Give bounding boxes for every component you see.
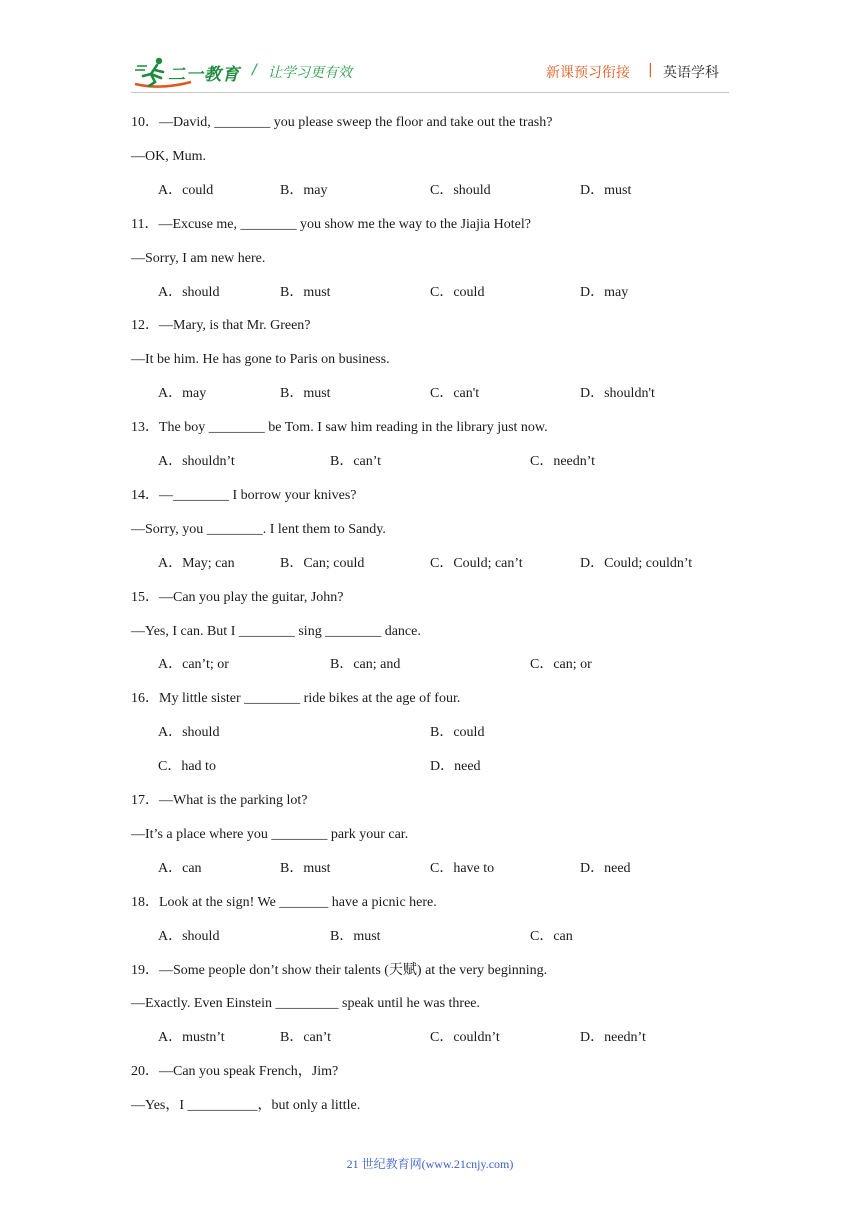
answer-option: C．couldn’t <box>430 1030 500 1046</box>
answer-option: B．must <box>330 928 381 944</box>
question-line: —It’s a place where you ________ park your car. <box>131 826 409 842</box>
subject-label: 英语学科 <box>663 65 719 81</box>
question-line: —OK, Mum. <box>131 148 207 164</box>
answer-option: B．can; and <box>330 657 401 673</box>
answer-option: D．shouldn't <box>580 386 655 402</box>
question-line: 13．The boy ________ be Tom. I saw him reading in the library just now. <box>131 420 548 436</box>
question-line: 16．My little sister ________ ride bikes at the age of four. <box>131 691 461 707</box>
question-line: 11．—Excuse me, ________ you show me the way to the Jiajia Hotel? <box>131 216 531 232</box>
answer-option: D．may <box>580 284 629 300</box>
answer-option: B．may <box>280 182 328 198</box>
page-footer: 21 世纪教育网(www.21cnjy.com) <box>346 1157 514 1171</box>
answer-option: C．can <box>530 928 573 944</box>
answer-option: B．Can; could <box>280 555 365 571</box>
answer-option: A．shouldn’t <box>158 454 235 469</box>
answer-option: C．can; or <box>530 657 592 673</box>
answer-option: A．May; can <box>158 555 235 571</box>
answer-option: C．should <box>430 182 491 198</box>
question-line: —It be him. He has gone to Paris on business. <box>131 352 390 368</box>
answer-option: D．need <box>580 860 631 876</box>
question-line: 17．—What is the parking lot? <box>131 793 308 808</box>
answer-option: A．should <box>158 928 220 944</box>
answer-option: A．may <box>158 386 207 402</box>
question-line: 18．Look at the sign! We _______ have a picnic here. <box>131 894 437 910</box>
answer-option: B．can’t <box>330 454 382 469</box>
answer-option: A．should <box>158 284 220 300</box>
header-divider: | <box>648 62 653 78</box>
answer-option: B．must <box>280 284 331 300</box>
answer-option: D．needn’t <box>580 1030 646 1046</box>
answer-option: A．mustn’t <box>158 1030 225 1046</box>
answer-option: C．have to <box>430 860 495 876</box>
answer-option: C．needn’t <box>530 454 596 469</box>
course-label: 新课预习衔接 <box>546 65 630 81</box>
question-line: —Yes，I __________，but only a little. <box>131 1098 361 1114</box>
answer-option: B．can’t <box>280 1030 332 1046</box>
answer-option: A．should <box>158 725 220 741</box>
answer-option: D．must <box>580 182 632 198</box>
question-line: —Yes, I can. But I ________ sing ________ dance. <box>131 623 421 639</box>
question-line: —Sorry, I am new here. <box>131 250 266 266</box>
question-line: 19．—Some people don’t show their talents (天赋) at the very beginning. <box>131 962 548 978</box>
question-line: 10．—David, ________ you please sweep the floor and take out the trash? <box>131 115 553 130</box>
answer-option: A．can’t; or <box>158 657 229 673</box>
answer-option: D．need <box>430 759 481 775</box>
answer-option: C．could <box>430 284 485 300</box>
question-line: 20．—Can you speak French，Jim? <box>131 1064 339 1080</box>
answer-option: B．could <box>430 725 485 741</box>
question-line: —Exactly. Even Einstein _________ speak until he was three. <box>131 996 481 1012</box>
answer-option: A．can <box>158 860 202 876</box>
answer-option: D．Could; couldn’t <box>580 555 693 571</box>
answer-option: C．had to <box>158 759 216 775</box>
logo-text: 二一教育 <box>168 65 240 85</box>
answer-option: A．could <box>158 182 214 198</box>
question-line: 15．—Can you play the guitar, John? <box>131 589 344 605</box>
question-line: 12．—Mary, is that Mr. Green? <box>131 318 311 334</box>
answer-option: B．must <box>280 386 331 402</box>
answer-option: C．Could; can’t <box>430 555 523 571</box>
page-header <box>0 0 860 95</box>
header-rule <box>131 92 729 93</box>
answer-option: C．can't <box>430 386 480 402</box>
question-line: —Sorry, you ________. I lent them to Sandy. <box>131 521 386 537</box>
slogan-separator: / <box>252 62 257 78</box>
question-line: 14．—________ I borrow your knives? <box>131 487 357 503</box>
answer-option: B．must <box>280 860 331 876</box>
slogan: 让学习更有效 <box>268 65 352 81</box>
